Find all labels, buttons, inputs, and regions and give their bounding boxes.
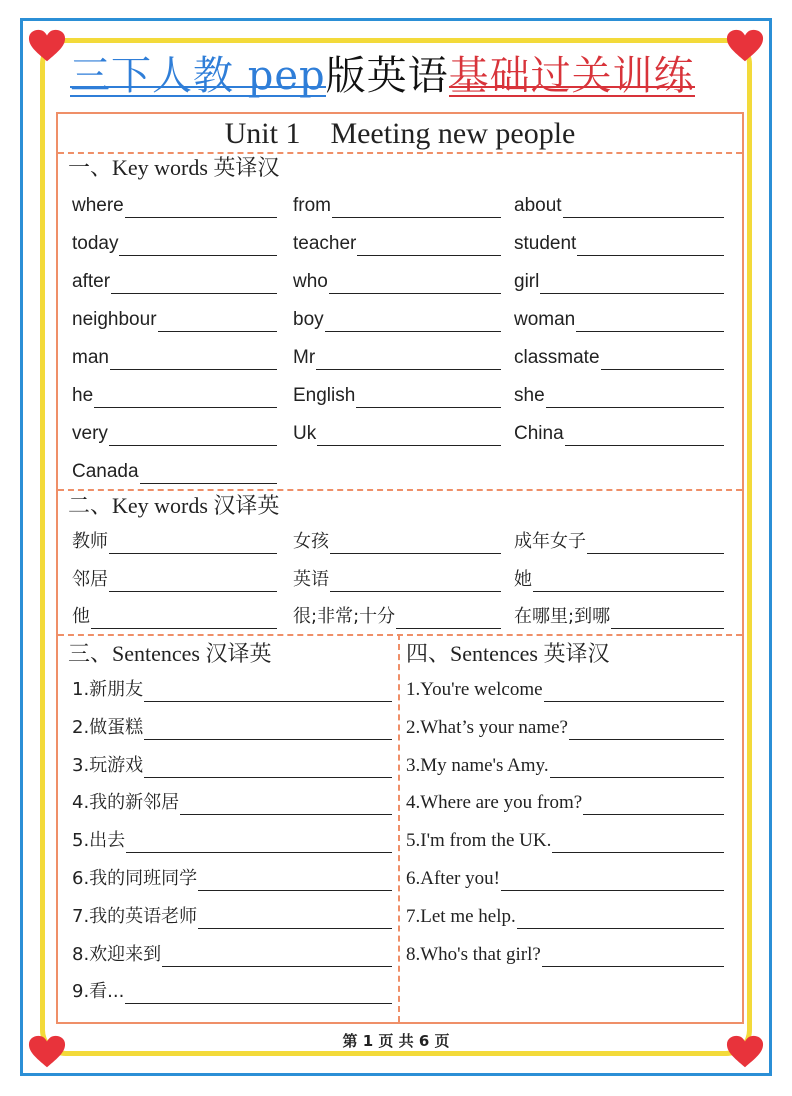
- item-label: Mr: [293, 347, 316, 368]
- answer-blank[interactable]: [332, 199, 501, 218]
- answer-blank[interactable]: [563, 199, 724, 218]
- answer-blank[interactable]: [198, 872, 392, 891]
- fill-in-item: [72, 568, 277, 592]
- divider: [58, 634, 742, 636]
- fill-in-item: [514, 422, 724, 446]
- item-label: he: [72, 385, 94, 406]
- answer-blank[interactable]: [119, 237, 277, 256]
- answer-blank[interactable]: [533, 573, 724, 592]
- fill-in-item: [514, 384, 724, 408]
- answer-blank[interactable]: [110, 351, 277, 370]
- item-label: 在哪里;到哪: [514, 606, 611, 627]
- item-label: 英语: [293, 568, 329, 590]
- item-label: 邻居: [72, 568, 108, 590]
- fill-in-item: [406, 829, 724, 853]
- item-label: teacher: [293, 233, 357, 254]
- fill-in-item: [293, 568, 501, 592]
- item-label: from: [293, 195, 331, 216]
- fill-in-item: [293, 308, 501, 332]
- answer-blank[interactable]: [330, 573, 501, 592]
- title-part-blue: 三下人教 pep: [70, 53, 326, 99]
- answer-blank[interactable]: [140, 465, 277, 484]
- item-label: 1.You're welcome: [406, 679, 543, 700]
- fill-in-item: [514, 194, 724, 218]
- answer-blank[interactable]: [125, 985, 392, 1004]
- item-label: 7.Let me help.: [406, 905, 516, 927]
- answer-blank[interactable]: [180, 796, 392, 815]
- item-label: boy: [293, 309, 324, 330]
- answer-blank[interactable]: [144, 721, 392, 740]
- item-label: 他: [72, 606, 90, 627]
- answer-blank[interactable]: [329, 275, 501, 294]
- heart-icon: [726, 28, 764, 64]
- item-label: she: [514, 385, 545, 406]
- item-label: English: [293, 385, 356, 406]
- fill-in-item: [406, 678, 724, 702]
- item-label: about: [514, 195, 562, 216]
- section-heading: 二、Key words 汉译英: [68, 493, 280, 518]
- answer-blank[interactable]: [601, 351, 724, 370]
- fill-in-item: [406, 905, 724, 929]
- fill-in-item: [293, 384, 501, 408]
- fill-in-item: [72, 194, 277, 218]
- item-label: 很;非常;十分: [293, 606, 396, 627]
- item-label: 6.After you!: [406, 868, 500, 889]
- item-label: very: [72, 423, 108, 444]
- item-label: who: [293, 271, 328, 292]
- item-label: 女孩: [293, 531, 329, 552]
- answer-blank[interactable]: [109, 535, 277, 554]
- answer-blank[interactable]: [611, 610, 724, 629]
- fill-in-item: [406, 754, 724, 778]
- answer-blank[interactable]: [546, 389, 724, 408]
- item-label: 3.玩游戏: [72, 754, 144, 776]
- item-label: 5.出去: [72, 830, 126, 852]
- fill-in-item: [514, 346, 724, 370]
- fill-in-item: [293, 232, 501, 256]
- fill-in-item: [72, 460, 277, 484]
- fill-in-item: [514, 568, 724, 592]
- answer-blank[interactable]: [356, 389, 501, 408]
- item-label: man: [72, 347, 109, 368]
- fill-in-item: [72, 716, 392, 740]
- item-label: neighbour: [72, 309, 157, 330]
- unit-title: Unit 1 Meeting new people: [224, 117, 576, 150]
- page-title: [70, 50, 730, 102]
- item-label: woman: [514, 309, 576, 330]
- item-label: 8.Who's that girl?: [406, 943, 541, 965]
- item-label: Canada: [72, 461, 139, 482]
- item-label: 8.欢迎来到: [72, 943, 162, 965]
- answer-blank[interactable]: [540, 275, 724, 294]
- item-label: classmate: [514, 347, 600, 368]
- fill-in-item: [406, 716, 724, 740]
- fill-in-item: [514, 308, 724, 332]
- item-label: Uk: [293, 423, 317, 444]
- section-heading: 四、Sentences 英译汉: [406, 641, 610, 666]
- answer-blank[interactable]: [550, 759, 724, 778]
- fill-in-item: [72, 678, 392, 702]
- fill-in-item: [514, 530, 724, 554]
- fill-in-item: [406, 943, 724, 967]
- title-part-black: 版英语: [325, 53, 449, 99]
- answer-blank[interactable]: [552, 834, 724, 853]
- answer-blank[interactable]: [198, 910, 392, 929]
- fill-in-item: [72, 308, 277, 332]
- answer-blank[interactable]: [517, 910, 724, 929]
- fill-in-item: [293, 422, 501, 446]
- item-label: 2.What’s your name?: [406, 716, 568, 738]
- item-label: where: [72, 195, 124, 216]
- item-label: 9.看...: [72, 981, 125, 1003]
- fill-in-item: [514, 232, 724, 256]
- answer-blank[interactable]: [587, 535, 724, 554]
- fill-in-item: [72, 530, 277, 554]
- fill-in-item: [514, 270, 724, 294]
- title-part-red: 基础过关训练: [448, 53, 695, 99]
- fill-in-item: [72, 232, 277, 256]
- answer-blank[interactable]: [357, 237, 501, 256]
- fill-in-item: [72, 980, 392, 1004]
- fill-in-item: [293, 346, 501, 370]
- divider: [398, 634, 400, 1022]
- answer-blank[interactable]: [577, 237, 724, 256]
- section-heading: 三、Sentences 汉译英: [68, 641, 272, 666]
- answer-blank[interactable]: [109, 427, 277, 446]
- answer-blank[interactable]: [544, 683, 724, 702]
- fill-in-item: [293, 194, 501, 218]
- fill-in-item: [72, 829, 392, 853]
- fill-in-item: [293, 605, 501, 629]
- answer-blank[interactable]: [144, 759, 392, 778]
- heart-icon: [28, 28, 66, 64]
- item-label: 2.做蛋糕: [72, 716, 144, 738]
- answer-blank[interactable]: [109, 573, 277, 592]
- answer-blank[interactable]: [144, 683, 392, 702]
- item-label: 3.My name's Amy.: [406, 754, 549, 776]
- item-label: 成年女子: [514, 531, 586, 552]
- divider: [58, 489, 742, 491]
- fill-in-item: [72, 867, 392, 891]
- fill-in-item: [72, 605, 277, 629]
- answer-blank[interactable]: [501, 872, 724, 891]
- answer-blank[interactable]: [91, 610, 277, 629]
- answer-blank[interactable]: [542, 948, 724, 967]
- item-label: 7.我的英语老师: [72, 905, 198, 927]
- answer-blank[interactable]: [158, 313, 277, 332]
- fill-in-item: [406, 791, 724, 815]
- fill-in-item: [72, 346, 277, 370]
- answer-blank[interactable]: [162, 948, 392, 967]
- fill-in-item: [406, 867, 724, 891]
- fill-in-item: [72, 791, 392, 815]
- item-label: China: [514, 423, 564, 444]
- item-label: after: [72, 271, 111, 292]
- answer-blank[interactable]: [325, 313, 501, 332]
- item-label: 4.我的新邻居: [72, 792, 180, 814]
- fill-in-item: [514, 605, 724, 629]
- answer-blank[interactable]: [125, 199, 277, 218]
- item-label: 教师: [72, 531, 108, 552]
- page-footer: 第 1 页 共 6 页: [342, 1032, 450, 1050]
- answer-blank[interactable]: [330, 535, 501, 554]
- item-label: girl: [514, 271, 540, 292]
- fill-in-item: [72, 384, 277, 408]
- item-label: 5.I'm from the UK.: [406, 830, 552, 852]
- answer-blank[interactable]: [94, 389, 277, 408]
- item-label: today: [72, 233, 119, 254]
- answer-blank[interactable]: [569, 721, 724, 740]
- answer-blank[interactable]: [583, 796, 724, 815]
- worksheet-panel: [56, 112, 744, 1024]
- fill-in-item: [72, 943, 392, 967]
- fill-in-item: [72, 270, 277, 294]
- fill-in-item: [293, 530, 501, 554]
- answer-blank[interactable]: [111, 275, 277, 294]
- item-label: 1.新朋友: [72, 679, 144, 700]
- item-label: 4.Where are you from?: [406, 792, 583, 814]
- fill-in-item: [72, 754, 392, 778]
- item-label: 6.我的同班同学: [72, 868, 198, 889]
- answer-blank[interactable]: [317, 427, 501, 446]
- item-label: 她: [514, 568, 532, 590]
- answer-blank[interactable]: [316, 351, 501, 370]
- fill-in-item: [293, 270, 501, 294]
- answer-blank[interactable]: [576, 313, 724, 332]
- answer-blank[interactable]: [126, 834, 392, 853]
- answer-blank[interactable]: [565, 427, 724, 446]
- section-heading: 一、Key words 英译汉: [68, 155, 280, 180]
- answer-blank[interactable]: [396, 610, 501, 629]
- item-label: student: [514, 233, 577, 254]
- fill-in-item: [72, 422, 277, 446]
- fill-in-item: [72, 905, 392, 929]
